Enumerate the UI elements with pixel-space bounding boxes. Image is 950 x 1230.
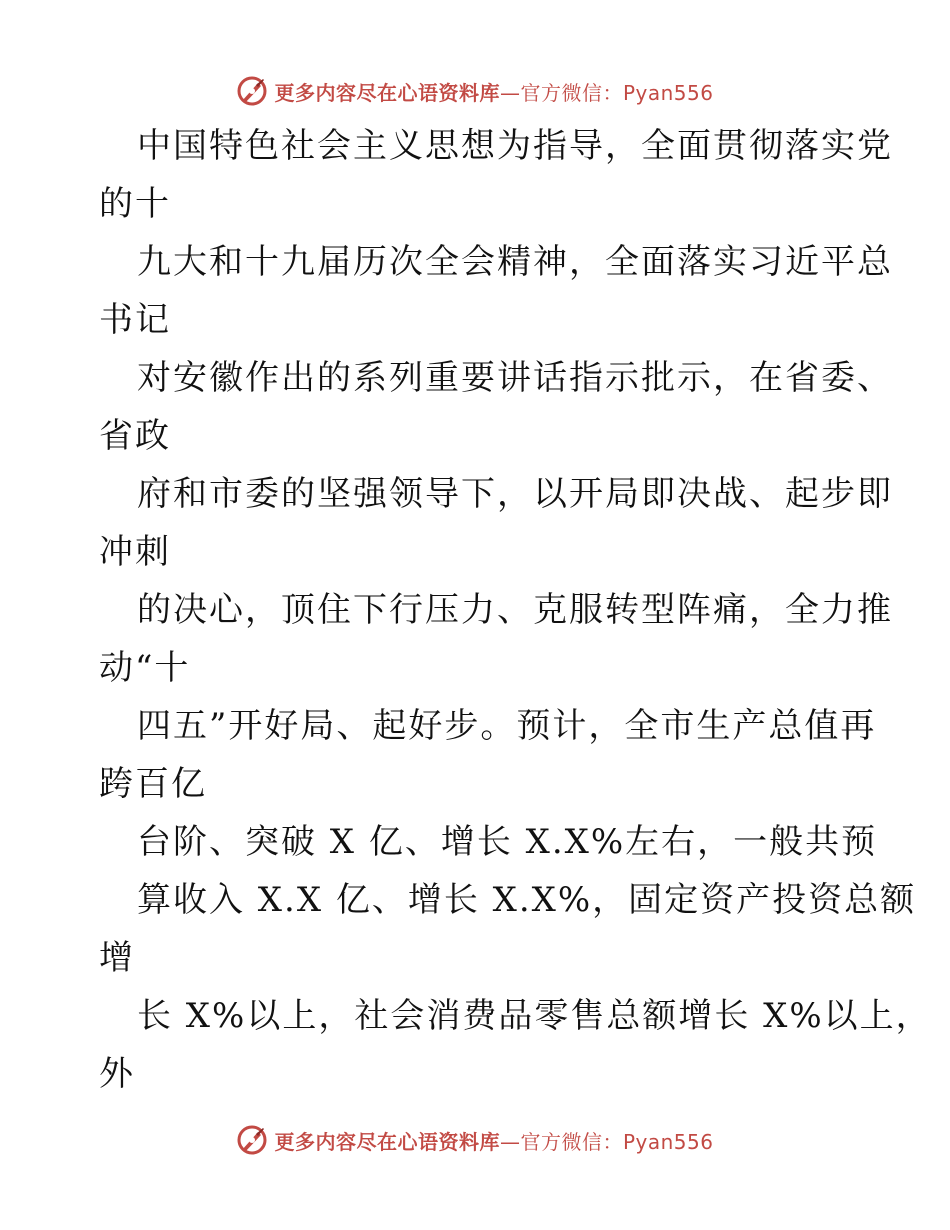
body-line: 长 X%以上，社会消费品零售总额增长 X%以上，: [137, 996, 932, 1036]
body-line: 增: [99, 938, 135, 978]
body-line: 九大和十九届历次全会精神，全面落实习近平总: [137, 242, 893, 282]
header-brand-text: 更多内容尽在心语资料库: [274, 80, 500, 105]
quill-logo-icon: [236, 75, 268, 107]
body-line: 书记: [99, 300, 171, 340]
footer-banner: [0, 1120, 950, 1160]
body-line: 台阶、突破 X 亿、增长 X.X%左右，一般共预: [137, 822, 878, 862]
body-line: 中国特色社会主义思想为指导，全面贯彻落实党: [137, 126, 893, 166]
body-line: 的十: [99, 184, 171, 224]
body-line: 动“十: [99, 648, 191, 688]
footer-separator: —: [499, 1129, 521, 1154]
footer-contact-text: 官方微信：Pyan556: [520, 1129, 714, 1154]
body-line: 的决心，顶住下行压力、克服转型阵痛，全力推: [137, 590, 893, 630]
body-line: 对安徽作出的系列重要讲话指示批示，在省委、: [137, 358, 893, 398]
footer-text: [274, 1126, 713, 1155]
body-line: 跨百亿: [99, 764, 207, 804]
body-line: 四五”开好局、起好步。预计，全市生产总值再: [137, 706, 877, 746]
body-line: 省政: [99, 416, 171, 456]
header-separator: —: [499, 80, 521, 105]
footer-brand-text: 更多内容尽在心语资料库: [274, 1129, 500, 1154]
quill-logo-icon: [236, 1124, 268, 1156]
body-line: 算收入 X.X 亿、增长 X.X%，固定资产投资总额: [137, 880, 917, 920]
header-banner: [0, 71, 950, 111]
body-line: 冲刺: [99, 532, 171, 572]
body-line: 府和市委的坚强领导下，以开局即决战、起步即: [137, 474, 893, 514]
body-line: 外: [99, 1054, 135, 1094]
header-text: [274, 77, 713, 106]
header-contact-text: 官方微信：Pyan556: [520, 80, 714, 105]
